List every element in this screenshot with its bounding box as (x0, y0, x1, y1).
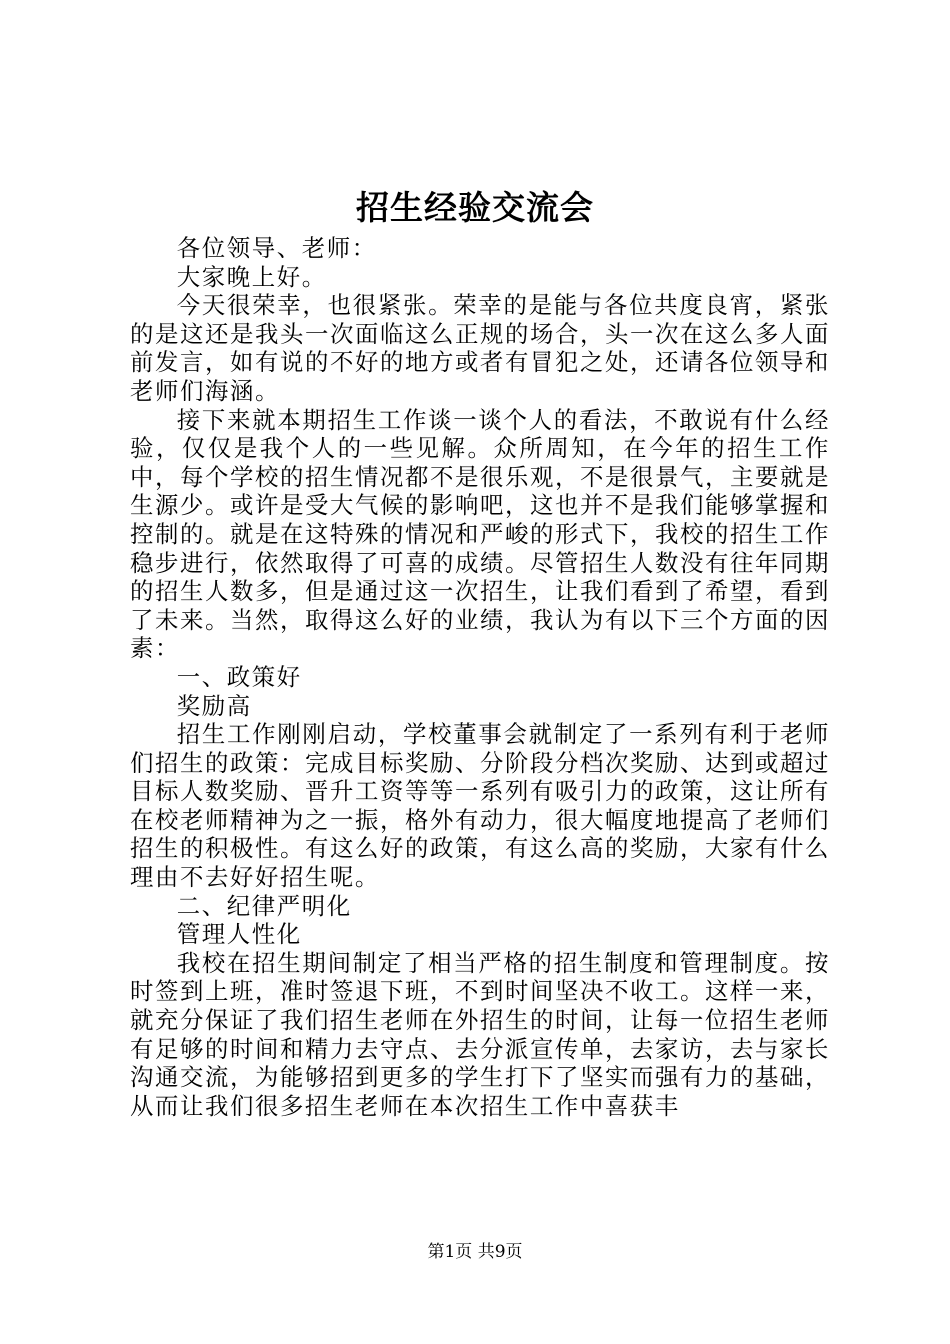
document-title: 招生经验交流会 (356, 188, 594, 227)
section-heading-1: 一、政策好 (176, 662, 302, 691)
paragraph-management: 我校在招生期间制定了相当严格的招生制度和管理制度。按时签到上班，准时签退下班，不到时间坚决不收工。这样一来，就充分保证了我们招生老师在外招生的时间，让每一位招生老师有足够的时间和精力去守点、去分派宣传单，去家访，去与家长沟通交流，为能够招到更多的学生打下了坚实而强有力的基础，从而让我们很多招生老师在本次招生工作中喜获丰 (130, 948, 830, 1120)
paragraph-intro: 今天很荣幸，也很紧张。荣幸的是能与各位共度良宵，紧张的是这还是我头一次面临这么正规的场合，头一次在这么多人面前发言，如有说的不好的地方或者有冒犯之处，还请各位领导和老师们海涵。 (130, 291, 830, 405)
paragraph-policy: 招生工作刚刚启动，学校董事会就制定了一系列有利于老师们招生的政策：完成目标奖励、分阶段分档次奖励、达到或超过目标人数奖励、晋升工资等等一系列有吸引力的政策，这让所有在校老师精神为之一振，格外有动力，很大幅度地提高了老师们招生的积极性。有这么好的政策，有这么高的奖励，大家有什么理由不去好好招生呢。 (130, 720, 830, 892)
salutation: 各位领导、老师： (176, 234, 377, 262)
section-subheading-2: 管理人性化 (176, 920, 302, 949)
greeting: 大家晚上好。 (176, 262, 327, 291)
paragraph-overview: 接下来就本期招生工作谈一谈个人的看法，不敢说有什么经验，仅仅是我个人的一些见解。众所周知，在今年的招生工作中，每个学校的招生情况都不是很乐观，不是很景气，主要就是生源少。或许是受大气候的影响吧，这也并不是我们能够掌握和控制的。就是在这特殊的情况和严峻的形式下，我校的招生工作稳步进行，依然取得了可喜的成绩。尽管招生人数没有往年同期的招生人数多，但是通过这一次招生，让我们看到了希望，看到了未来。当然，取得这么好的业绩，我认为有以下三个方面的因素： (130, 405, 830, 663)
section-subheading-1: 奖励高 (176, 691, 252, 720)
section-heading-2: 二、纪律严明化 (176, 891, 352, 920)
page-number-footer: 第1页 共9页 (427, 1242, 523, 1262)
document-body (130, 234, 830, 1120)
